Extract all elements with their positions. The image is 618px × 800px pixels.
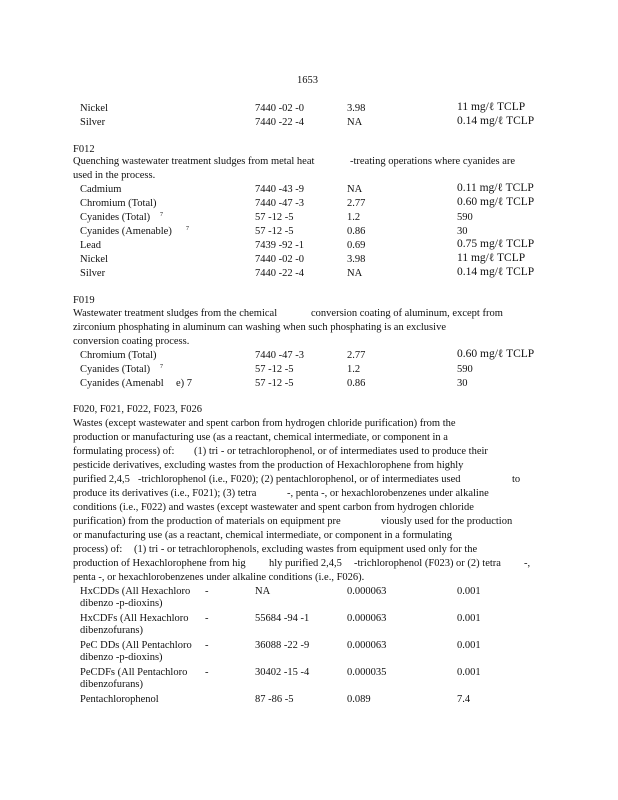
row-cas: 7440 -43 -9 [255,184,304,195]
f012-desc-line-cont: -treating operations where cyanides are [350,156,516,167]
desc-line-cont: to [512,474,521,485]
row-cas: 57 -12 -5 [255,364,294,375]
desc-line-cont: -trichlorophenol (F023) or (2) tetra [354,558,501,569]
row-ww: 0.000063 [347,586,387,597]
row-cas: 87 -86 -5 [255,694,294,705]
f019-desc-line-cont: conversion coating of aluminum, except from [311,308,503,319]
row-ww: 0.000063 [347,613,387,624]
page-number: 1653 [297,75,318,86]
row-name-cont: dibenzofurans) [80,679,143,690]
row-ww: NA [347,268,363,279]
row-ww: 0.69 [347,240,366,251]
waste-code-f012: F012 [73,144,95,155]
row-cas: 36088 -22 -9 [255,640,310,651]
row-ww: 0.000035 [347,667,387,678]
row-name: Pentachlorophenol [80,694,159,705]
desc-line: pesticide derivatives, excluding wastes from the production of Hexachlorophene from highly [73,460,464,471]
desc-line: purified 2,4,5 [73,474,130,485]
row-name: PeC DDs (All Pentachloro [80,640,192,651]
row-nww: 0.11 mg/ℓ TCLP [457,182,534,194]
row-nww: 590 [457,212,473,223]
row-dash: - [205,667,209,678]
row-nww: 0.60 mg/ℓ TCLP [457,348,535,360]
f012-desc-line: used in the process. [73,170,156,181]
row-footnote: 7 [186,226,189,232]
row-ww: 3.98 [347,254,366,265]
row-cas: 7440 -47 -3 [255,350,304,361]
row-name: HxCDDs (All Hexachloro [80,586,191,597]
row-footnote: 7 [160,212,163,218]
top-row-name: Nickel [80,103,108,114]
row-nww: 11 mg/ℓ TCLP [457,252,526,264]
row-name: Cyanides (Total) [80,212,151,223]
desc-line: or manufacturing use (as a reactant, chemical intermediate, or component in a formulating [73,530,453,541]
top-row-ww: 3.98 [347,103,366,114]
row-name-cont: dibenzofurans) [80,625,143,636]
row-cas: 57 -12 -5 [255,226,294,237]
row-cas: 55684 -94 -1 [255,613,310,624]
row-name: Chromium (Total) [80,198,157,209]
row-nww: 590 [457,364,473,375]
row-name: Nickel [80,254,108,265]
top-row-ww: NA [347,117,363,128]
desc-line-cont: (1) tri - or tetrachlorophenols, excluding wastes from equipment used only for the [134,544,478,555]
row-name-cont: e) 7 [176,378,193,389]
desc-line: process) of: [73,544,123,555]
top-row-cas: 7440 -02 -0 [255,103,304,114]
desc-line-cont: -trichlorophenol (i.e., F020); (2) pentachlorophenol, or of intermediates used [138,474,461,485]
desc-line: conditions (i.e., F022) and wastes (except wastewater and spent carbon from hydrogen chloride [73,502,474,513]
f012-desc-line: Quenching wastewater treatment sludges from metal heat [73,156,315,167]
row-cas: NA [255,586,271,597]
row-name-cont: dibenzo -p-dioxins) [80,652,163,663]
row-nww: 30 [457,226,468,237]
desc-line-cont: hly purified 2,4,5 [269,558,342,569]
row-ww: NA [347,184,363,195]
row-ww: 2.77 [347,198,366,209]
row-name: Cadmium [80,184,122,195]
row-ww: 1.2 [347,212,361,223]
row-nww: 0.001 [457,667,481,678]
row-name: Silver [80,268,106,279]
row-name: Cyanides (Total) [80,364,151,375]
row-nww: 7.4 [457,694,471,705]
row-dash: - [205,586,209,597]
row-footnote: 7 [160,364,163,370]
row-name: Chromium (Total) [80,350,157,361]
top-row-nww: 0.14 mg/ℓ TCLP [457,115,535,127]
row-cas: 7440 -47 -3 [255,198,304,209]
row-cas: 7440 -02 -0 [255,254,304,265]
desc-line-cont: (1) tri - or tetrachlorophenol, or of intermediates used to produce their [194,446,488,457]
f019-desc-line: Wastewater treatment sludges from the chemical [73,308,278,319]
desc-line-cont: -, penta -, or hexachlorobenzenes under alkaline [287,488,489,499]
row-ww: 0.000063 [347,640,387,651]
row-cas: 57 -12 -5 [255,378,294,389]
row-ww: 2.77 [347,350,366,361]
top-row-cas: 7440 -22 -4 [255,117,304,128]
row-ww: 0.86 [347,226,366,237]
row-cas: 7439 -92 -1 [255,240,304,251]
row-nww: 30 [457,378,468,389]
desc-line: production or manufacturing use (as a reactant, chemical intermediate, or component in a [73,432,448,443]
desc-line: produce its derivatives (i.e., F021); (3) tetra [73,488,257,499]
row-ww: 0.089 [347,694,371,705]
row-cas: 30402 -15 -4 [255,667,310,678]
waste-code-f020-group: F020, F021, F022, F023, F026 [73,404,202,415]
desc-line: purification) from the production of materials on equipment pre [73,516,341,527]
row-name: HxCDFs (All Hexachloro [80,613,189,624]
row-dash: - [205,640,209,651]
row-name: Cyanides (Amenabl [80,378,164,389]
row-nww: 0.75 mg/ℓ TCLP [457,238,535,250]
row-cas: 7440 -22 -4 [255,268,304,279]
row-nww: 0.001 [457,586,481,597]
f019-desc-line: conversion coating process. [73,336,190,347]
row-dash: - [205,613,209,624]
f019-desc-line: zirconium phosphating in aluminum can washing when such phosphating is an exclusive [73,322,446,333]
row-name-cont: dibenzo -p-dioxins) [80,598,163,609]
row-nww: 0.60 mg/ℓ TCLP [457,196,535,208]
desc-line-cont: viously used for the production [381,516,513,527]
row-name: Lead [80,240,101,251]
row-name: Cyanides (Amenable) [80,226,172,237]
row-name: PeCDFs (All Pentachloro [80,667,188,678]
row-nww: 0.001 [457,613,481,624]
desc-line-cont: -, [524,558,531,569]
top-row-name: Silver [80,117,106,128]
desc-line: penta -, or hexachlorobenzenes under alkaline conditions (i.e., F026). [73,572,365,583]
desc-line: production of Hexachlorophene from hig [73,558,246,569]
row-nww: 0.001 [457,640,481,651]
row-nww: 0.14 mg/ℓ TCLP [457,266,535,278]
row-cas: 57 -12 -5 [255,212,294,223]
row-ww: 1.2 [347,364,361,375]
waste-code-f019: F019 [73,295,95,306]
desc-line: formulating process) of: [73,446,175,457]
top-row-nww: 11 mg/ℓ TCLP [457,101,526,113]
desc-line: Wastes (except wastewater and spent carbon from hydrogen chloride purification) from the [73,418,456,429]
row-ww: 0.86 [347,378,366,389]
